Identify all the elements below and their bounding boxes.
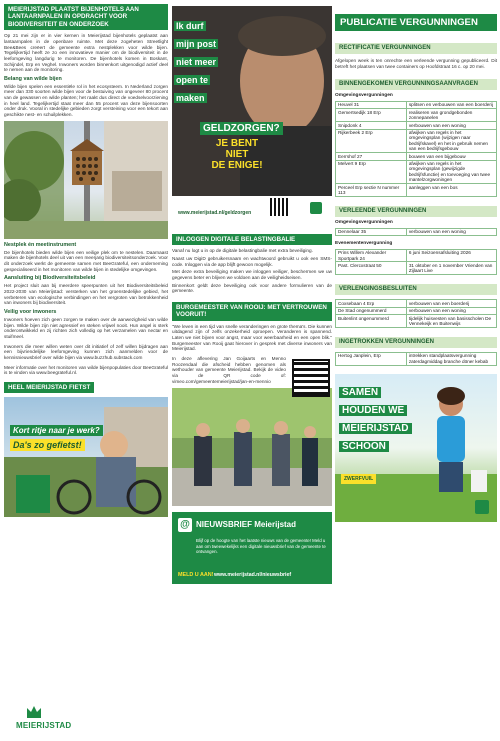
paragraph-aansluiting: Het project sluit aan bij meerdere speerpunten uit het Biodiversiteitsbeleid 2022-2030 van Meierijstad: versterken van het groenstedelijke gebied, het verbeteren van ecologische verbindingen en het vergroten van betrokkenheid van inwoners bij biodiversiteit. [4,283,168,306]
description-cell: verbouwen van een boerderij [406,300,496,307]
subheading-veilig: Veilig voor inwoners [4,309,57,315]
address-cell: Prins Willem Alexander Sportpark 24 [336,249,407,262]
address-cell: Hertog Janplein, Erp [336,352,407,365]
ingetrokken-table [335,352,497,366]
paragraph-nestplek: De bijenhotels bieden wilde bijen een veilige plek om te nestelen. Daarnaast maken de bijenhotels deel uit van een meerjarig biodiversiteitsonderzoek. Voor dit onderzoek werkt de gemeente samen met BeeGrateful, een onderneming gespecialiseerd in het monitoren van wilde bijen in stedelijke omgevingen. [4,249,168,272]
fiets-line1: Kort ritje naar je werk? [10,425,103,436]
table-row [336,129,497,153]
belasting-title: INLOGGEN DIGITALE BELASTINGBALIE [172,234,332,245]
subheading-nestplek: Nestplek én meetinstrument [4,241,77,248]
verleende-title: VERLEENDE VERGUNNINGEN [335,206,497,217]
samen-line: SAMEN [339,387,381,398]
meierijstad-logo-text: MEIERIJSTAD [16,721,72,730]
poster-answer-line: JE BENT [215,138,259,149]
meierijstad-logo-icon [26,705,42,719]
paragraph-belang: Wilde bijen spelen een essentiële rol in het ecosysteem. In Nederland zorgen meer dan 330 soorten wilde bijen voor de bestuiving van ongeveer 80 procent van de gewassen en wilde planten; het raakt dus direct de voedselvoorziening in heel land. Tegelijkertijd staat meer dan 55 procent van deze bijensoorten onder druk. Vooral in stedelijke gebieden zorgt versteining voor een tekort aan geschikte nest- en schuilplekken. [4,83,168,118]
geldzorgen-poster[interactable] [172,6,332,228]
samen-line: HOUDEN WE [339,405,407,416]
paragraph-veilig: Inwoners hoeven zich geen zorgen te maken over de aanwezigheid van wilde bijen. Wilde bijen zijn niet agressief en steken vrijwel nooit. Hun angel is sterk onderontwikkeld en zij richten zich volledig op het verzamelen van nectar en stuifmeel. [4,317,168,339]
burgemeester-p1: "We leven in een tijd van snelle veranderingen en grote thema's. Die kunnen uitdagend zijn of zelfs onzekerheid oproepen. Veranderen is spannend. Laten we niet bijven voor angst, maar voor weerbaarheid en een open blik." Burgemeester van Rooij gaat hierover in gesprek met diverse inwoners van Meierijstad. [172,323,332,352]
verlenging-title: VERLENGINGSBESLUITEN [335,284,497,295]
address-cell: Snipdonk 4 [336,122,407,129]
table-row [336,307,497,314]
poster-line: Ik durf [176,21,204,31]
table-row [336,249,497,262]
table-row [336,184,497,197]
nieuwsbrief-text: Blijf op de hoogte van het laatste nieuws van de gemeente! Meld u aan om tweewekelijks een digitale nieuwsbrief van de gemeente te ontvangen. [196,538,326,555]
description-cell: 6 juni Seizoensafsluiting 2026 [406,249,496,262]
envelope-icon: @ [178,518,192,532]
burgemeester-title: BURGEMEESTER VAN ROOIJ: MET VERTROUWEN VOORUIT! [172,302,332,321]
address-cell: Perceel Erp sectie N nummer 113 [336,184,407,197]
poster-line: open te [176,75,209,85]
rectificatie-text: Afgelopen week is ten onrechte een verleende vergunning gepubliceerd. Dit betreft het plaatsen van twee containers op Hoofdstraat 16 c. op 20 mei. [335,58,497,69]
subheading-belang: Belang van wilde bijen [4,75,62,82]
table-row [336,352,497,365]
paragraph-meer-info: Meer informatie over het monitoren van wilde bijenpopulaties door BeeGrateful is te vinden via www.beegrateful.nl. [4,364,168,376]
address-cell: Eerrshof 27 [336,153,407,160]
table-row [336,153,497,160]
description-cell: verbouwen van een woning [406,122,496,129]
samen-schoon-ad[interactable] [335,374,497,522]
publicatie-title: PUBLICATIE VERGUNNINGEN [335,14,497,31]
samen-line: SCHOON [339,441,389,452]
description-cell: intrekken standplaatsvergunning zaterdagmiddag branche döner kebab [406,352,496,365]
poster-line: niet meer [176,57,217,67]
table-row [336,262,497,275]
poster-answer-line: NIET [225,149,249,160]
fiets-ad[interactable] [4,397,168,517]
address-cell: Buitenlint ongenummerd [336,315,407,328]
meierijstad-logo-small [475,500,489,514]
table-row [336,160,497,184]
binnengekomen-title: BINNENGEKOMEN VERGUNNINGSAANVRAGEN [335,79,497,90]
description-cell: 31 oktober en 1 november Vrienden van Zijlaart Live [406,262,496,275]
column-middle [172,0,332,584]
samen-text [339,382,412,454]
omgeving-label: Omgevingsvergunningen [335,93,393,99]
qr-code[interactable] [270,198,288,216]
address-cell: Rijkerbeek 2 Erp [336,129,407,153]
qr-code-video[interactable] [292,359,330,397]
nieuwsbrief-cta[interactable]: MELD U AAN! [178,572,214,579]
nieuwsbrief-ad[interactable] [172,512,332,584]
poster-answer-line: DE ENIGE! [211,160,263,171]
meierijstad-logo-small [310,202,322,214]
footer [0,701,500,741]
nieuwsbrief-title: NIEUWSBRIEF Meierijstad [196,520,297,530]
description-cell: verbouwen van een woning [406,228,496,235]
description-cell: bouwen van een bijgebouw [406,153,496,160]
verlenging-table [335,299,497,328]
belasting-p1: Vanaf nu logt u in op de digitale belastingbalie met extra beveiliging. [172,248,313,254]
table-row [336,300,497,307]
paragraph-meer-weten: Inwoners die meer willen weten over dit initiatief of zelf willen bijdragen aan een bijvriendelijke leefomgeving kunnen zich aanmelden voor de kennisnieuwsbrief over wilde bijen via www.buzzhub.substack.com [4,343,168,360]
burgemeester-p2-wrap [172,356,332,384]
address-cell: Past. Clercxstraat 50 [336,262,407,275]
address-cell: Heuvel 31 [336,101,407,108]
poster-line: maken [176,93,205,103]
nieuwsbrief-url[interactable]: www.meierijstad.nl/nieuwsbrief [214,572,292,579]
belasting-p4: Binnenkort geldt deze beveiliging ook voor andere formulieren van de gemeente. [172,282,332,294]
description-cell: tijdelijk huisvesten van basisscholen De Vennekeijk en Buitenwijs [406,315,496,328]
ingetrokken-title: INGETROKKEN VERGUNNINGEN [335,337,497,348]
description-cell: realiseren van grondgebonden zonnepanelen [406,109,496,122]
evenement-table [335,249,497,276]
article-title-bijenhotels: MEIERIJSTAD PLAATST BIJENHOTELS AAN LANTAARNPALEN IN OPDRACHT VOOR BIODIVERSITEIT EN ONDERZOEK [4,4,168,30]
description-cell: afwijken van regels in het omgevingsplan (wijzigen naar bedrijfskavel) en het in gebruik nemen van een bedrijfsgebouw [406,129,496,153]
bee-hotel-illustration [4,121,168,239]
address-cell: Coxsebaan 4 Erp [336,300,407,307]
description-cell: splitsen en verbouwen van een boerderij [406,101,496,108]
samen-line: MEIERIJSTAD [339,423,412,434]
verleend-table [335,228,497,236]
table-row [336,109,497,122]
address-cell: Melvert 9 Erp [336,160,407,184]
poster-line: mijn post [176,39,216,49]
description-cell: verbouwen van een woning [406,307,496,314]
description-cell: aanleggen van een bos [406,184,496,197]
evenement-label: Evenementenvergunning [335,241,393,246]
verleend-label: Omgevingsvergunningen [335,220,393,225]
table-row [336,101,497,108]
binnengekomen-table [335,101,497,197]
article-intro: Op 21 mei zijn er in vier kernen in Meierijstad bijenhotels geplaatst aan lantaarnpalen in de openbare ruimte. Met deze zogeheten Streetlight Bee&Bees creëert de gemeente extra nestplekken voor wilde bijen. Tegelijkertijd heeft ze zo een innovatieve manier om de biodiversiteit in de leefomgeving langdurig te monitoren. De bijenhotels komen in Boskant, Schijndel, Erp en Veghel. Inwoners worden binnenkort uitgenodigd actief deel te nemen aan de monitoring. [4,33,168,73]
table-row [336,228,497,235]
fiets-title: HEEL MEIERIJSTAD FIETST [4,382,94,393]
cyclist-illustration [4,397,168,517]
poster-question: GELDZORGEN? [200,122,283,135]
subheading-aansluiting: Aansluiting bij Biodiversiteitsbeleid [4,275,96,282]
group-photo-illustration [172,388,332,506]
zwerfvuil-badge: ZWERFVUIL [341,474,376,484]
table-row [336,315,497,328]
burgemeester-photo [172,388,332,506]
poster-answer [202,138,272,171]
bee-hotel-photo [4,121,168,239]
poster-quote [174,16,218,106]
rectificatie-title: RECTIFICATIE VERGUNNINGEN [335,43,497,54]
address-cell: De Stad ongenummerd [336,307,407,314]
address-cell: Dennelaar 35 [336,228,407,235]
description-cell: afwijken van regels in het omgevingsplan (gewijzigde bedrijfsfunctie) en toevoeging van twee mantelzorgwoningen [406,160,496,184]
fiets-line2: Da's zo gefietst! [10,439,85,451]
column-right [335,0,497,522]
belasting-p3: Met deze extra beveiliging maken we inloggen veiliger, beschermen we uw gegevens beter en blijven we voldoen aan de veiligheidseisen. [172,269,332,281]
belasting-p2: Naast uw DigiD gebruikersnaam en wachtwoord gebruikt u ook een SMS-code. Inloggen via de app blijft gewoon mogelijk. [172,256,332,267]
table-row [336,122,497,129]
burgemeester-p2: In deze aflevering Jan Goijaarts en Menno Roozendaal die afscheid hebben genomen als wethouder van gemeente Meierijstad. Bekijk de video via de QR code of: vimeo.com/gemeentemeierijstad/jan-en-mennio [172,356,286,384]
address-cell: Gemertsedijk 18 Erp [336,109,407,122]
poster-url[interactable]: www.meierijstad.nl/geldzorgen [178,210,252,216]
column-left [4,0,168,517]
